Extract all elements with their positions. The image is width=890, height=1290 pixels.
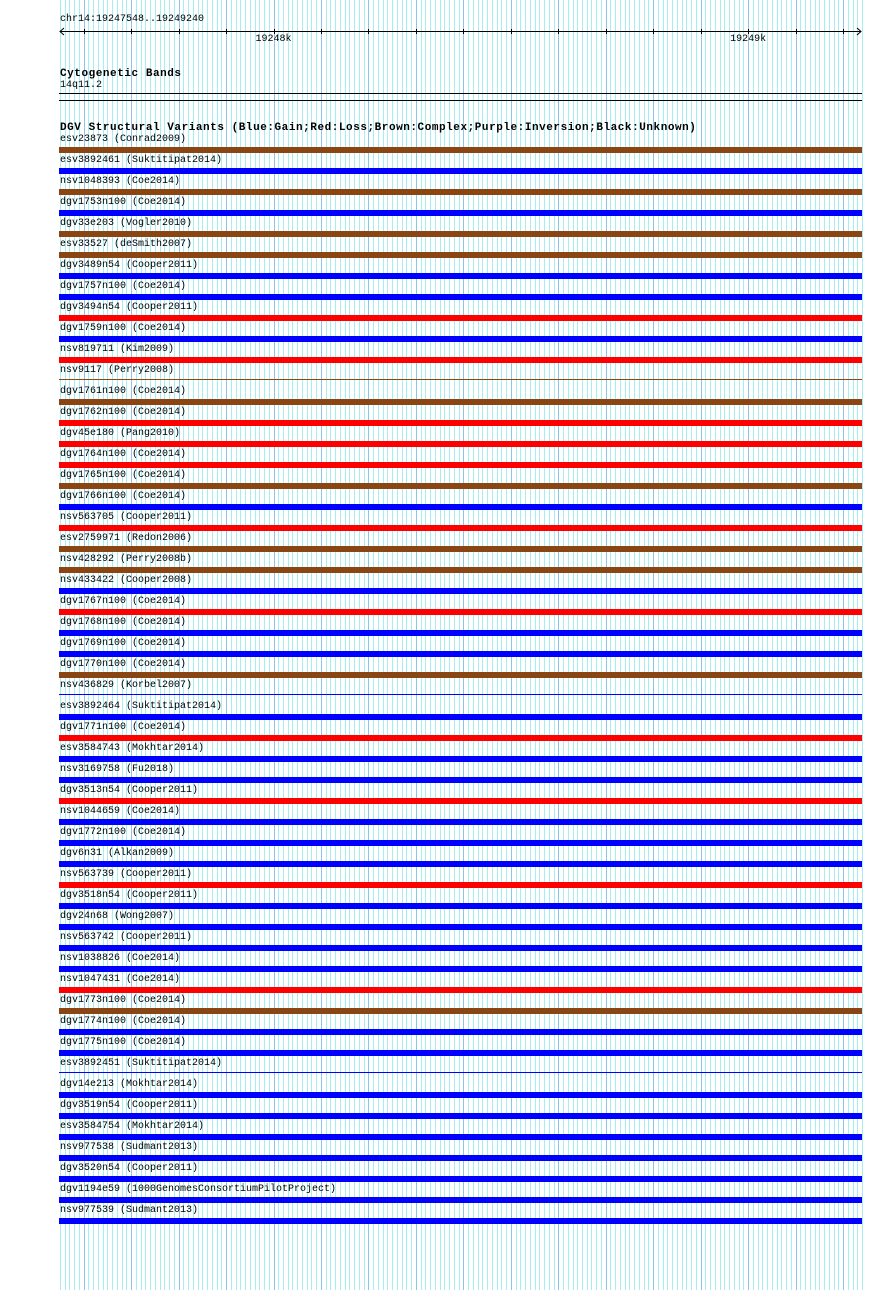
- variant-gain-bar[interactable]: [59, 1218, 862, 1224]
- variant-gain-bar[interactable]: [59, 168, 862, 174]
- variant-label[interactable]: dgv3489n54 (Cooper2011): [60, 260, 199, 271]
- variant-gain-bar[interactable]: [59, 1176, 862, 1182]
- variant-label[interactable]: esv3584754 (Mokhtar2014): [60, 1121, 205, 1132]
- variant-loss-bar[interactable]: [59, 357, 862, 363]
- variant-complex-bar[interactable]: [59, 546, 862, 552]
- variant-complex-bar[interactable]: [59, 252, 862, 258]
- variant-label[interactable]: dgv1759n100 (Coe2014): [60, 323, 187, 334]
- cytoband-track-title: Cytogenetic Bands: [60, 68, 182, 80]
- variant-label[interactable]: dgv1769n100 (Coe2014): [60, 638, 187, 649]
- variant-gain-bar[interactable]: [59, 819, 862, 825]
- variant-loss-bar[interactable]: [59, 420, 862, 426]
- variant-gain-bar[interactable]: [59, 861, 862, 867]
- variant-complex-bar[interactable]: [59, 399, 862, 405]
- variant-label[interactable]: dgv1765n100 (Coe2014): [60, 470, 187, 481]
- ruler-tick-label: 19248k: [255, 34, 292, 45]
- variant-label[interactable]: nsv1048393 (Coe2014): [60, 176, 181, 187]
- variant-complex-bar[interactable]: [59, 567, 862, 573]
- ruler-tick-label: 19249k: [730, 34, 767, 45]
- variant-label[interactable]: dgv1771n100 (Coe2014): [60, 722, 187, 733]
- variant-gain-bar[interactable]: [59, 1092, 862, 1098]
- variant-label[interactable]: dgv1775n100 (Coe2014): [60, 1037, 187, 1048]
- cytoband-track-line: [59, 93, 862, 94]
- variant-gain-bar[interactable]: [59, 294, 862, 300]
- variant-gain-bar[interactable]: [59, 210, 862, 216]
- variant-label[interactable]: esv33527 (deSmith2007): [60, 239, 193, 250]
- variant-complex-bar[interactable]: [59, 672, 862, 678]
- variant-gain-bar[interactable]: [59, 840, 862, 846]
- variant-loss-bar[interactable]: [59, 735, 862, 741]
- variant-label[interactable]: dgv3519n54 (Cooper2011): [60, 1100, 199, 1111]
- variant-complex-bar[interactable]: [59, 189, 862, 195]
- variant-label[interactable]: dgv3494n54 (Cooper2011): [60, 302, 199, 313]
- variant-gain-bar[interactable]: [59, 1134, 862, 1140]
- region-label: chr14:19247548..19249240: [60, 14, 205, 25]
- variant-label[interactable]: esv3892451 (Suktitipat2014): [60, 1058, 223, 1069]
- variant-label[interactable]: dgv1194e59 (1000GenomesConsortiumPilotProject): [60, 1184, 337, 1195]
- variant-complex-bar[interactable]: [59, 147, 862, 153]
- variant-label[interactable]: dgv1764n100 (Coe2014): [60, 449, 187, 460]
- variant-complex-bar[interactable]: [59, 483, 862, 489]
- track-divider: [59, 100, 862, 101]
- variant-label[interactable]: dgv24n68 (Wong2007): [60, 911, 175, 922]
- variant-label[interactable]: dgv6n31 (Alkan2009): [60, 848, 175, 859]
- variant-label[interactable]: dgv1774n100 (Coe2014): [60, 1016, 187, 1027]
- variant-label[interactable]: dgv1761n100 (Coe2014): [60, 386, 187, 397]
- cytoband-label: 14q11.2: [60, 80, 103, 91]
- variant-label[interactable]: esv3892464 (Suktitipat2014): [60, 701, 223, 712]
- variant-loss-bar[interactable]: [59, 798, 862, 804]
- variant-complex-bar[interactable]: [59, 379, 862, 380]
- variant-label[interactable]: nsv1038826 (Coe2014): [60, 953, 181, 964]
- variant-label[interactable]: dgv1770n100 (Coe2014): [60, 659, 187, 670]
- variant-label[interactable]: nsv977538 (Sudmant2013): [60, 1142, 199, 1153]
- variant-loss-bar[interactable]: [59, 609, 862, 615]
- variant-label[interactable]: nsv433422 (Cooper2008): [60, 575, 193, 586]
- variant-label[interactable]: dgv33e203 (Vogler2010): [60, 218, 193, 229]
- variant-label[interactable]: dgv14e213 (Mokhtar2014): [60, 1079, 199, 1090]
- variant-label[interactable]: nsv428292 (Perry2008b): [60, 554, 193, 565]
- variant-gain-bar[interactable]: [59, 588, 862, 594]
- variant-label[interactable]: nsv3169758 (Fu2018): [60, 764, 175, 775]
- variant-label[interactable]: nsv1047431 (Coe2014): [60, 974, 181, 985]
- variant-complex-bar[interactable]: [59, 1008, 862, 1014]
- variant-label[interactable]: nsv977539 (Sudmant2013): [60, 1205, 199, 1216]
- variant-gain-bar[interactable]: [59, 651, 862, 657]
- variant-label[interactable]: esv23873 (Conrad2009): [60, 134, 187, 145]
- variant-label[interactable]: esv2759971 (Redon2006): [60, 533, 193, 544]
- variant-gain-bar[interactable]: [59, 1197, 862, 1203]
- variant-label[interactable]: dgv1753n100 (Coe2014): [60, 197, 187, 208]
- variant-gain-bar[interactable]: [59, 1050, 862, 1056]
- variant-gain-bar[interactable]: [59, 924, 862, 930]
- variant-loss-bar[interactable]: [59, 525, 862, 531]
- variant-label[interactable]: dgv1768n100 (Coe2014): [60, 617, 187, 628]
- variant-label[interactable]: dgv3520n54 (Cooper2011): [60, 1163, 199, 1174]
- variant-gain-bar[interactable]: [59, 1029, 862, 1035]
- variant-label[interactable]: nsv1044659 (Coe2014): [60, 806, 181, 817]
- variant-gain-bar[interactable]: [59, 966, 862, 972]
- variant-label[interactable]: esv3584743 (Mokhtar2014): [60, 743, 205, 754]
- variant-gain-bar[interactable]: [59, 1113, 862, 1119]
- variant-complex-bar[interactable]: [59, 231, 862, 237]
- variant-label[interactable]: dgv1772n100 (Coe2014): [60, 827, 187, 838]
- variant-gain-bar[interactable]: [59, 273, 862, 279]
- variant-label[interactable]: dgv1762n100 (Coe2014): [60, 407, 187, 418]
- ruler: [0, 0, 890, 60]
- variant-loss-bar[interactable]: [59, 441, 862, 447]
- variant-label[interactable]: dgv3513n54 (Cooper2011): [60, 785, 199, 796]
- variant-gain-bar[interactable]: [59, 945, 862, 951]
- variant-label[interactable]: nsv9117 (Perry2008): [60, 365, 175, 376]
- variant-gain-bar[interactable]: [59, 630, 862, 636]
- variant-gain-bar[interactable]: [59, 1155, 862, 1161]
- variant-gain-bar[interactable]: [59, 714, 862, 720]
- dgv-track-title: DGV Structural Variants (Blue:Gain;Red:Loss;Brown:Complex;Purple:Inversion;Black:Unknown): [60, 122, 697, 134]
- variant-label[interactable]: dgv1757n100 (Coe2014): [60, 281, 187, 292]
- variant-gain-bar[interactable]: [59, 694, 862, 695]
- variant-label[interactable]: nsv563739 (Cooper2011): [60, 869, 193, 880]
- variant-label[interactable]: nsv819711 (Kim2009): [60, 344, 175, 355]
- variant-loss-bar[interactable]: [59, 987, 862, 993]
- variant-label[interactable]: dgv45e180 (Pang2010): [60, 428, 181, 439]
- variant-gain-bar[interactable]: [59, 1072, 862, 1073]
- variant-gain-bar[interactable]: [59, 336, 862, 342]
- variant-label[interactable]: nsv436829 (Korbel2007): [60, 680, 193, 691]
- variant-label[interactable]: nsv563742 (Cooper2011): [60, 932, 193, 943]
- variant-label[interactable]: dgv1766n100 (Coe2014): [60, 491, 187, 502]
- variant-gain-bar[interactable]: [59, 777, 862, 783]
- variant-label[interactable]: dgv3518n54 (Cooper2011): [60, 890, 199, 901]
- variant-gain-bar[interactable]: [59, 903, 862, 909]
- variant-label[interactable]: dgv1767n100 (Coe2014): [60, 596, 187, 607]
- variant-loss-bar[interactable]: [59, 882, 862, 888]
- variant-label[interactable]: dgv1773n100 (Coe2014): [60, 995, 187, 1006]
- variant-label[interactable]: esv3892461 (Suktitipat2014): [60, 155, 223, 166]
- variant-gain-bar[interactable]: [59, 504, 862, 510]
- variant-label[interactable]: nsv563705 (Cooper2011): [60, 512, 193, 523]
- variant-loss-bar[interactable]: [59, 315, 862, 321]
- variant-gain-bar[interactable]: [59, 756, 862, 762]
- variant-loss-bar[interactable]: [59, 462, 862, 468]
